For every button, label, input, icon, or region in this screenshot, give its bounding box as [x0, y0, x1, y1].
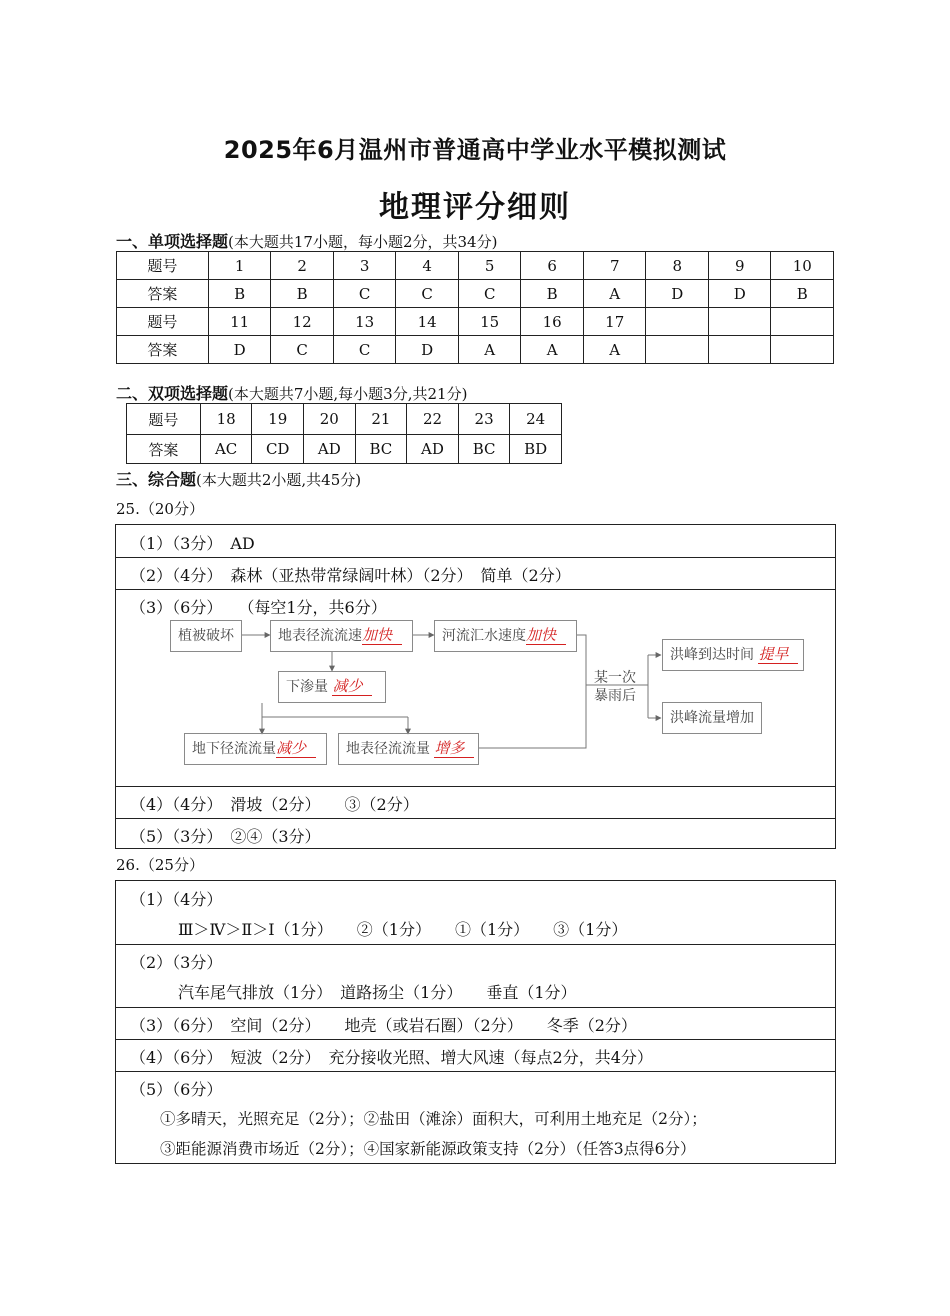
flow-label: 洪峰流量增加	[670, 710, 754, 726]
flow-box-surface-flow	[338, 733, 479, 765]
table-cell: 2	[271, 252, 334, 280]
table-cell: C	[458, 280, 521, 308]
table-cell: B	[271, 280, 334, 308]
storm-line1: 某一次	[594, 670, 636, 686]
divider	[116, 1071, 835, 1072]
table-cell: B	[208, 280, 271, 308]
flow-box-infiltration	[278, 671, 386, 703]
answer-handwritten: 加快	[526, 626, 566, 645]
table-cell: AD	[407, 435, 459, 464]
table-row	[117, 336, 834, 364]
table-cell: 19	[252, 404, 304, 435]
table-cell: D	[708, 280, 771, 308]
q26-part4: （4）（6分） 短波（2分） 充分接收光照、增大风速（每点2分，共4分）	[130, 1048, 653, 1067]
table-cell: A	[583, 336, 646, 364]
flow-label: 下渗量	[286, 679, 328, 695]
q26-part2-body: 汽车尾气排放（1分） 道路扬尘（1分） 垂直（1分）	[178, 983, 577, 1002]
flow-label: 植被破坏	[178, 628, 234, 644]
divider	[116, 944, 835, 945]
table-cell: 6	[521, 252, 584, 280]
section1-note: (本大题共17小题，每小题2分，共34分)	[228, 233, 498, 251]
q26-label: 26.（25分）	[116, 856, 204, 874]
flow-label: 地表径流流速	[278, 628, 362, 644]
q26-part5-line1: ①多晴天，光照充足（2分）；②盐田（滩涂）面积大，可利用土地充足（2分）；	[160, 1110, 707, 1128]
table-cell: D	[396, 336, 459, 364]
flow-box-vegetation	[170, 620, 242, 652]
table-cell	[771, 308, 834, 336]
table-cell	[646, 336, 709, 364]
q26-part3: （3）（6分） 空间（2分） 地壳（或岩石圈）（2分） 冬季（2分）	[130, 1016, 637, 1035]
table-cell: 17	[583, 308, 646, 336]
table-cell: A	[458, 336, 521, 364]
label-cell: 题号	[127, 404, 201, 435]
section2-note: (本大题共7小题,每小题3分,共21分)	[228, 385, 468, 403]
table-cell: B	[771, 280, 834, 308]
table-cell: 1	[208, 252, 271, 280]
page-subtitle: 地理评分细则	[379, 190, 571, 225]
flow-box-groundwater	[184, 733, 327, 765]
storm-label	[594, 669, 636, 705]
table-cell: CD	[252, 435, 304, 464]
divider	[116, 1039, 835, 1040]
section1-table	[116, 251, 834, 364]
q25-part3: （3）（6分） （每空1分，共6分）	[130, 598, 387, 617]
table-cell: A	[521, 336, 584, 364]
label-cell: 答案	[117, 280, 209, 308]
answer-handwritten: 加快	[362, 626, 402, 645]
q25-label: 25.（20分）	[116, 500, 204, 518]
table-row	[127, 435, 562, 464]
q25-answer-box	[115, 524, 836, 849]
flow-label: 地表径流流量	[346, 741, 430, 757]
table-cell: 16	[521, 308, 584, 336]
table-cell: BC	[355, 435, 407, 464]
table-cell: 8	[646, 252, 709, 280]
table-cell: 15	[458, 308, 521, 336]
q26-part1-body: Ⅲ＞Ⅳ＞Ⅱ＞Ⅰ（1分） ②（1分） ①（1分） ③（1分）	[178, 920, 628, 939]
q26-part5-line2: ③距能源消费市场近（2分）；④国家新能源政策支持（2分）（任答3点得6分）	[160, 1140, 696, 1158]
q25-part1: （1）（3分） AD	[130, 534, 255, 553]
table-cell	[771, 336, 834, 364]
q26-answer-box	[115, 880, 836, 1164]
section1-title: 一、单项选择题	[116, 232, 229, 251]
table-row	[127, 404, 562, 435]
divider	[116, 818, 835, 819]
table-cell	[708, 308, 771, 336]
table-cell: 21	[355, 404, 407, 435]
table-cell: BD	[510, 435, 562, 464]
connector	[262, 703, 408, 717]
divider	[116, 786, 835, 787]
table-cell: 10	[771, 252, 834, 280]
q26-part1-head: （1）（4分）	[130, 890, 223, 909]
answer-handwritten: 增多	[434, 739, 474, 758]
answer-handwritten: 减少	[332, 677, 372, 696]
table-cell: 20	[304, 404, 356, 435]
section3-heading	[116, 467, 361, 490]
table-cell: 5	[458, 252, 521, 280]
table-cell: 11	[208, 308, 271, 336]
q26-part5-head: （5）（6分）	[130, 1080, 223, 1099]
storm-line2: 暴雨后	[594, 688, 636, 704]
table-cell: C	[396, 280, 459, 308]
table-cell: AC	[200, 435, 252, 464]
label-cell: 答案	[127, 435, 201, 464]
table-cell: 9	[708, 252, 771, 280]
table-cell	[646, 308, 709, 336]
flow-box-surface-speed	[270, 620, 413, 652]
label-cell: 答案	[117, 336, 209, 364]
section2-heading	[116, 381, 467, 404]
table-cell: 4	[396, 252, 459, 280]
table-cell: BC	[458, 435, 510, 464]
section3-note: (本大题共2小题,共45分)	[196, 471, 362, 489]
table-cell	[708, 336, 771, 364]
table-cell: 23	[458, 404, 510, 435]
table-cell: 18	[200, 404, 252, 435]
flow-box-peak-flow	[662, 702, 762, 734]
q25-part4: （4）（4分） 滑坡（2分） ③（2分）	[130, 795, 419, 814]
table-cell: 24	[510, 404, 562, 435]
flow-label: 洪峰到达时间	[670, 647, 754, 663]
table-cell: C	[271, 336, 334, 364]
q25-part2: （2）（4分） 森林（亚热带常绿阔叶林）（2分） 简单（2分）	[130, 566, 571, 585]
answer-handwritten: 减少	[276, 739, 316, 758]
divider	[116, 1007, 835, 1008]
flow-box-peak-time	[662, 639, 804, 671]
table-row	[117, 252, 834, 280]
table-cell: AD	[304, 435, 356, 464]
table-row	[117, 280, 834, 308]
section3-title: 三、综合题	[116, 470, 197, 489]
section2-table	[126, 403, 562, 464]
table-cell: A	[583, 280, 646, 308]
table-cell: D	[208, 336, 271, 364]
table-cell: 7	[583, 252, 646, 280]
table-cell: 12	[271, 308, 334, 336]
label-cell: 题号	[117, 252, 209, 280]
table-cell: C	[333, 336, 396, 364]
table-cell: 22	[407, 404, 459, 435]
table-cell: B	[521, 280, 584, 308]
section2-title: 二、双项选择题	[116, 384, 229, 403]
section1-heading	[116, 229, 497, 252]
answer-handwritten: 提早	[758, 645, 798, 664]
table-cell: D	[646, 280, 709, 308]
page-title: 2025年6月温州市普通高中学业水平模拟测试	[223, 136, 727, 164]
flow-label: 河流汇水速度	[442, 628, 526, 644]
label-cell: 题号	[117, 308, 209, 336]
q26-part2-head: （2）（3分）	[130, 953, 223, 972]
table-row	[117, 308, 834, 336]
q25-part5: （5）（3分） ②④（3分）	[130, 827, 321, 846]
flow-box-river-speed	[434, 620, 577, 652]
flow-label: 地下径流流量	[192, 741, 276, 757]
table-cell: 13	[333, 308, 396, 336]
table-cell: 14	[396, 308, 459, 336]
table-cell: C	[333, 280, 396, 308]
table-cell: 3	[333, 252, 396, 280]
